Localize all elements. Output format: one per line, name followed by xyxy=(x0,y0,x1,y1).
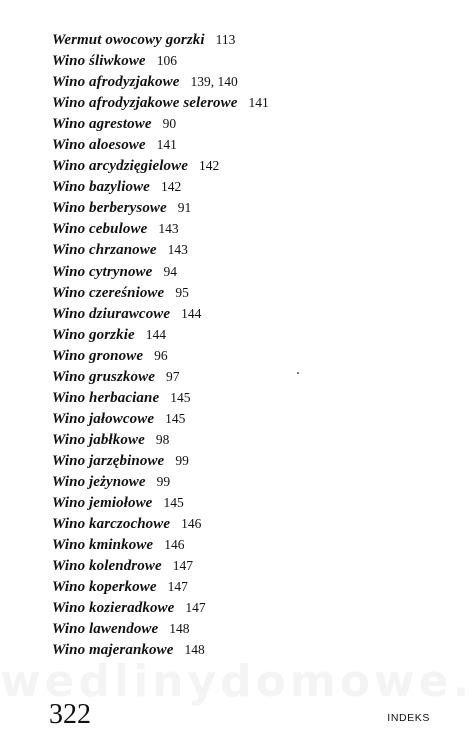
index-entry xyxy=(52,387,269,408)
entry-term: Wino kolendrowe xyxy=(52,558,162,575)
index-entry xyxy=(52,450,269,471)
index-entry xyxy=(52,513,269,534)
entry-page-number: 139, 140 xyxy=(190,74,238,90)
entry-page-number: 144 xyxy=(145,326,166,342)
running-footer-section: INDEKS xyxy=(387,712,430,724)
entry-page-number: 99 xyxy=(175,452,189,468)
entry-term: Wino chrzanowe xyxy=(52,242,157,259)
entry-page-number: 141 xyxy=(248,95,269,111)
entry-term: Wino cebulowe xyxy=(52,221,148,238)
entry-page-number: 145 xyxy=(170,389,191,405)
entry-term: Wino agrestowe xyxy=(52,116,152,133)
index-entry xyxy=(52,92,269,113)
page-number: 322 xyxy=(49,699,91,730)
index-entry xyxy=(52,29,269,50)
index-entry xyxy=(52,71,269,92)
index-entry xyxy=(52,576,269,597)
index-entry xyxy=(52,597,269,618)
entry-term: Wino kozieradkowe xyxy=(52,600,175,617)
index-entry xyxy=(52,197,269,218)
entry-term: Wino dziurawcowe xyxy=(52,305,171,322)
entry-page-number: 146 xyxy=(181,516,202,532)
index-entry xyxy=(52,555,269,576)
entry-term: Wino kminkowe xyxy=(52,537,154,554)
entry-page-number: 147 xyxy=(167,579,188,595)
index-entry xyxy=(52,239,269,260)
index-entry xyxy=(52,155,269,176)
entry-page-number: 98 xyxy=(155,431,170,447)
entry-term: Wino czereśniowe xyxy=(52,284,165,301)
entry-page-number: 141 xyxy=(156,137,177,153)
index-entry xyxy=(52,471,269,492)
index-entry xyxy=(52,50,269,71)
index-entry xyxy=(52,176,269,197)
entry-term: Wermut owocowy gorzki xyxy=(52,32,205,48)
entry-page-number: 148 xyxy=(169,621,190,637)
entry-term: Wino afrodyzjakowe selerowe xyxy=(52,95,238,112)
entry-page-number: 94 xyxy=(163,263,177,279)
index-entry xyxy=(52,429,269,450)
entry-page-number: 144 xyxy=(181,305,202,321)
index-entry xyxy=(52,303,269,324)
entry-page-number: 146 xyxy=(164,537,185,553)
entry-term: Wino berberysowe xyxy=(52,200,167,217)
index-list xyxy=(52,29,269,660)
entry-page-number: 90 xyxy=(162,116,177,132)
entry-term: Wino jemiołowe xyxy=(52,495,153,512)
entry-page-number: 148 xyxy=(184,642,205,658)
index-entry xyxy=(52,218,269,239)
index-entry xyxy=(52,261,269,282)
index-entry xyxy=(52,134,269,155)
entry-term: Wino jarzębinowe xyxy=(52,452,165,469)
entry-term: Wino cytrynowe xyxy=(52,263,153,280)
entry-page-number: 147 xyxy=(185,600,206,616)
entry-term: Wino jeżynowe xyxy=(52,473,146,490)
entry-term: Wino jabłkowe xyxy=(52,431,145,448)
entry-term: Wino bazyliowe xyxy=(52,179,150,196)
index-entry xyxy=(52,113,269,134)
entry-term: Wino gronowe xyxy=(52,347,144,364)
index-entry xyxy=(52,282,269,303)
entry-page-number: 143 xyxy=(158,221,179,237)
entry-term: Wino jałowcowe xyxy=(52,410,155,427)
index-entry xyxy=(52,324,269,345)
entry-page-number: 91 xyxy=(177,200,192,216)
index-entry xyxy=(52,366,269,387)
entry-term: Wino afrodyzjakowe xyxy=(52,74,180,91)
entry-page-number: 96 xyxy=(154,347,168,363)
entry-page-number: 147 xyxy=(172,558,193,574)
scan-speck xyxy=(297,372,299,374)
index-entry xyxy=(52,345,269,366)
index-entry xyxy=(52,534,269,555)
index-entry xyxy=(52,618,269,639)
index-entry xyxy=(52,408,269,429)
entry-page-number: 145 xyxy=(165,410,186,426)
entry-term: Wino arcydzięgielowe xyxy=(52,158,189,175)
index-entry xyxy=(52,492,269,513)
entry-page-number: 106 xyxy=(156,53,177,69)
entry-page-number: 99 xyxy=(156,473,171,489)
entry-term: Wino majerankowe xyxy=(52,642,174,659)
entry-page-number: 143 xyxy=(167,242,188,258)
entry-page-number: 145 xyxy=(163,495,184,511)
entry-term: Wino herbaciane xyxy=(52,389,160,406)
entry-page-number: 113 xyxy=(215,32,236,47)
entry-term: Wino lawendowe xyxy=(52,621,159,638)
entry-page-number: 142 xyxy=(160,179,182,195)
entry-term: Wino gruszkowe xyxy=(52,368,155,385)
entry-term: Wino aloesowe xyxy=(52,137,146,154)
entry-page-number: 95 xyxy=(175,284,189,300)
entry-term: Wino karczochowe xyxy=(52,516,171,533)
entry-term: Wino śliwkowe xyxy=(52,53,146,70)
entry-page-number: 97 xyxy=(165,368,180,384)
entry-term: Wino koperkowe xyxy=(52,579,157,596)
entry-page-number: 142 xyxy=(199,158,220,174)
entry-term: Wino gorzkie xyxy=(52,326,135,343)
